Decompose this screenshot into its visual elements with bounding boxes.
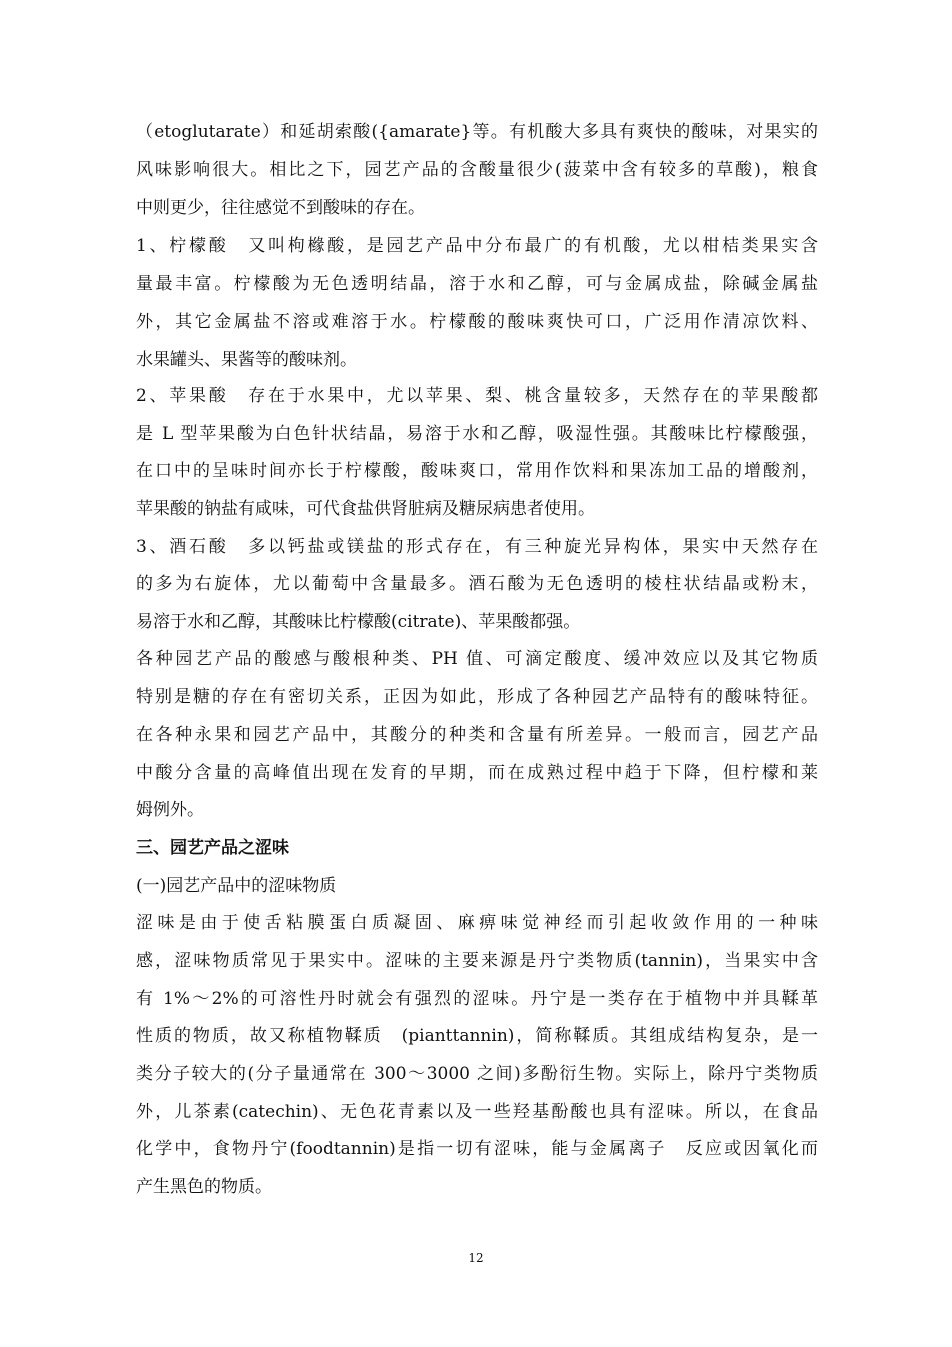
text-line: 产生黑色的物质。 (136, 1177, 272, 1197)
text-line: 苹果酸的钠盐有咸味，可代食盐供肾脏病及糖尿病患者使用。 (136, 499, 595, 519)
text-line: 有 1%～2%的可溶性丹时就会有强烈的涩味。丹宁是一类存在于植物中并具鞣革 (136, 989, 818, 1009)
text-line: 外，儿茶素(catechin)、无色花青素以及一些羟基酚酸也具有涩味。所以，在食品 (136, 1102, 818, 1122)
text-line: 外，其它金属盐不溶或难溶于水。柠檬酸的酸味爽快可口，广泛用作清凉饮料、 (136, 312, 818, 332)
text-line: 感，涩味物质常见于果实中。涩味的主要来源是丹宁类物质(tannin)，当果实中含 (136, 951, 818, 971)
text-line: （etoglutarate）和延胡索酸({amarate}等。有机酸大多具有爽快的酸味，对果实的 (136, 122, 818, 142)
text-line: 特别是糖的存在有密切关系，正因为如此，形成了各种园艺产品特有的酸味特征。 (136, 687, 818, 707)
page-number: 12 (468, 1251, 484, 1265)
subsection-heading: (一)园艺产品中的涩味物质 (136, 876, 337, 896)
text-line: 类分子较大的(分子量通常在 300～3000 之间)多酚衍生物。实际上，除丹宁类物质 (136, 1064, 818, 1084)
text-line: 在口中的呈味时间亦长于柠檬酸，酸味爽口，常用作饮料和果冻加工品的增酸剂， (136, 461, 818, 481)
section-heading: 三、园艺产品之涩味 (136, 838, 289, 858)
text-line: 的多为右旋体，尤以葡萄中含量最多。酒石酸为无色透明的棱柱状结晶或粉末， (136, 574, 818, 594)
text-line: 是 L 型苹果酸为白色针状结晶，易溶于水和乙醇，吸湿性强。其酸味比柠檬酸强， (136, 424, 818, 444)
text-line: 化学中，食物丹宁(foodtannin)是指一切有涩味，能与金属离子 反应或因氧化而 (136, 1139, 818, 1159)
text-line: 3、酒石酸 多以钙盐或镁盐的形式存在，有三种旋光异构体，果实中天然存在 (136, 537, 818, 557)
text-line: 量最丰富。柠檬酸为无色透明结晶，溶于水和乙醇，可与金属成盐，除碱金属盐 (136, 274, 818, 294)
text-line: 涩味是由于使舌粘膜蛋白质凝固、麻痹味觉神经而引起收敛作用的一种味 (136, 913, 818, 933)
text-line: 2、苹果酸 存在于水果中，尤以苹果、梨、桃含量较多，天然存在的苹果酸都 (136, 386, 818, 406)
text-line: 姆例外。 (136, 800, 204, 820)
text-line: 各种园艺产品的酸感与酸根种类、PH 值、可滴定酸度、缓冲效应以及其它物质 (136, 649, 818, 669)
text-line: 在各种永果和园艺产品中，其酸分的种类和含量有所差异。一般而言，园艺产品 (136, 725, 818, 745)
text-line: 中酸分含量的高峰值出现在发育的早期，而在成熟过程中趋于下降，但柠檬和莱 (136, 763, 818, 783)
text-line: 1、柠檬酸 又叫枸橼酸，是园艺产品中分布最广的有机酸，尤以柑桔类果实含 (136, 236, 818, 256)
text-line: 风味影响很大。相比之下，园艺产品的含酸量很少(菠菜中含有较多的草酸)，粮食 (136, 160, 818, 180)
text-line: 水果罐头、果酱等的酸味剂。 (136, 350, 357, 370)
text-line: 性质的物质，故又称植物鞣质 (pianttannin)，简称鞣质。其组成结构复杂，是一 (136, 1026, 818, 1046)
text-line: 中则更少，往往感觉不到酸味的存在。 (136, 198, 425, 218)
text-line: 易溶于水和乙醇，其酸味比柠檬酸(citrate)、苹果酸都强。 (136, 612, 581, 632)
